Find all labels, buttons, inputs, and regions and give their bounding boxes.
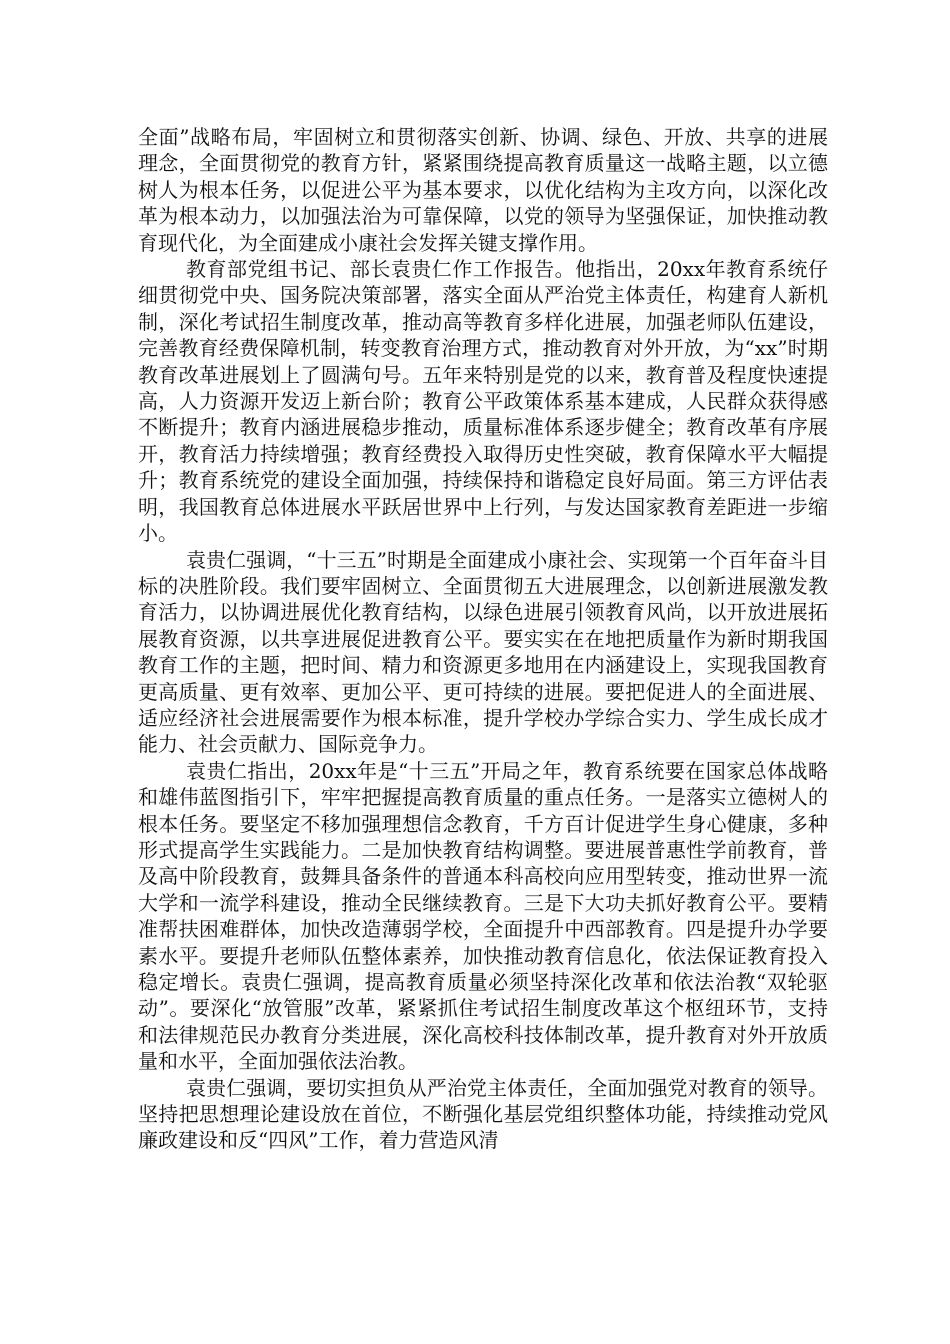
paragraph-3: 袁贵仁强调，“十三五”时期是全面建成小康社会、实现第一个百年奋斗目标的决胜阶段。我们要牢固树立、全面贯彻五大进展理念，以创新进展激发教育活力，以协调进展优化教育结构，以绿色进展引领教育风尚，以开放进展拓展教育资源，以共享进展促进教育公平。要实实在在地把质量作为新时期我国教育工作的主题，把时间、精力和资源更多地用在内涵建设上，实现我国教育更高质量、更有效率、更加公平、更可持续的进展。要把促进人的全面进展、适应经济社会进展需要作为根本标准，提升学校办学综合实力、学生成长成才能力、社会贡献力、国际竞争力。 (138, 547, 828, 757)
paragraph-4: 袁贵仁指出，20xx年是“十三五”开局之年，教育系统要在国家总体战略和雄伟蓝图指引下，牢牢把握提高教育质量的重点任务。一是落实立德树人的根本任务。要坚定不移加强理想信念教育，千方百计促进学生身心健康，多种形式提高学生实践能力。二是加快教育结构调整。要进展普惠性学前教育，普及高中阶段教育，鼓舞具备条件的普通本科高校向应用型转变，推动世界一流大学和一流学科建设，推动全民继续教育。三是下大功夫抓好教育公平。要精准帮扶困难群体，加快改造薄弱学校，全面提升中西部教育。四是提升办学要素水平。要提升老师队伍整体素养，加快推动教育信息化，依法保证教育投入稳定增长。袁贵仁强调，提高教育质量必须坚持深化改革和依法治教“双轮驱动”。要深化“放管服”改革，紧紧抓住考试招生制度改革这个枢纽环节，支持和法律规范民办教育分类进展，深化高校科技体制改革，提升教育对外开放质量和水平，全面加强依法治教。 (138, 758, 828, 1074)
document-body (138, 124, 828, 1154)
paragraph-2: 教育部党组书记、部长袁贵仁作工作报告。他指出，20xx年教育系统仔细贯彻党中央、国务院决策部署，落实全面从严治党主体责任，构建育人新机制，深化考试招生制度改革，推动高等教育多样化进展，加强老师队伍建设，完善教育经费保障机制，转变教育治理方式，推动教育对外开放，为“xx”时期教育改革进展划上了圆满句号。五年来特别是党的以来，教育普及程度快速提高，人力资源开发迈上新台阶；教育公平政策体系基本建成，人民群众获得感不断提升；教育内涵进展稳步推动，质量标准体系逐步健全；教育改革有序展开，教育活力持续增强；教育经费投入取得历史性突破，教育保障水平大幅提升；教育系统党的建设全面加强，持续保持和谐稳定良好局面。第三方评估表明，我国教育总体进展水平跃居世界中上行列，与发达国家教育差距进一步缩小。 (138, 257, 828, 546)
paragraph-5: 袁贵仁强调，要切实担负从严治党主体责任，全面加强党对教育的领导。坚持把思想理论建设放在首位，不断强化基层党组织整体功能，持续推动党风廉政建设和反“四风”工作，着力营造风清 (138, 1075, 828, 1153)
paragraph-1: 全面”战略布局，牢固树立和贯彻落实创新、协调、绿色、开放、共享的进展理念，全面贯彻党的教育方针，紧紧围绕提高教育质量这一战略主题，以立德树人为根本任务，以促进公平为基本要求，以优化结构为主攻方向，以深化改革为根本动力，以加强法治为可靠保障，以党的领导为坚强保证，加快推动教育现代化，为全面建成小康社会发挥关键支撑作用。 (138, 125, 828, 255)
